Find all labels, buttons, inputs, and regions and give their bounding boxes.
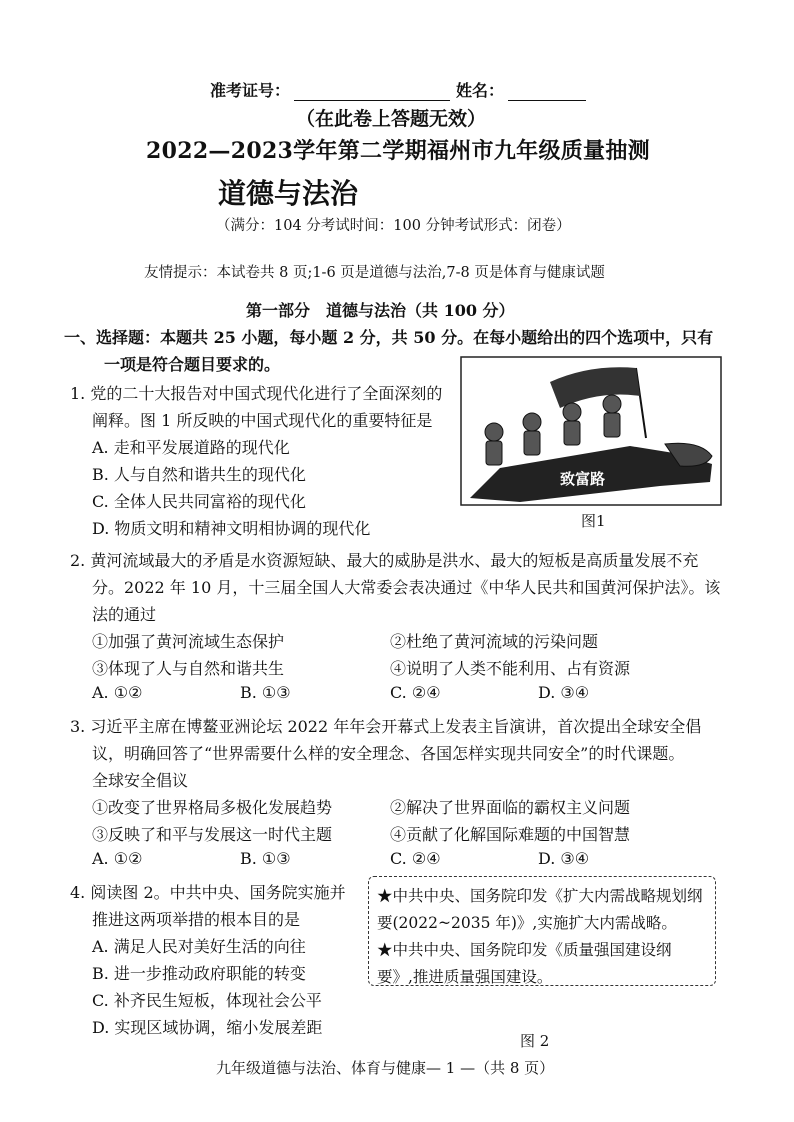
- q3-option-c[interactable]: C. ②④: [390, 849, 441, 868]
- figure-2-label: 图 2: [520, 1032, 550, 1050]
- figure-1-banner-text: 致富路: [560, 470, 606, 488]
- q3-statement-4: ④贡献了化解国际难题的中国智慧: [390, 825, 631, 844]
- q3-statement-3: ③反映了和平与发展这一时代主题: [92, 825, 333, 844]
- section-instruction-line1: 一、选择题：本题共 25 小题，每小题 2 分，共 50 分。在每小题给出的四个选项中，只有: [64, 328, 714, 347]
- q3-stem-line2: 议，明确回答了“世界需要什么样的安全理念、各国怎样实现共同安全”的时代课题。: [92, 744, 685, 763]
- q3-stem-line3: 全球安全倡议: [92, 771, 189, 790]
- figure-2-item-1: ★中共中央、国务院印发《扩大内需战略规划纲要(2022~2035 年)》,实施扩大内需战略。: [377, 887, 703, 932]
- candidate-header: [210, 78, 586, 101]
- q2-option-d[interactable]: D. ③④: [538, 683, 590, 702]
- q2-stem-line2: 分。2022 年 10 月，十三届全国人大常委会表决通过《中华人民共和国黄河保护法》。该: [92, 578, 721, 597]
- exam-title: 2022—2023学年第二学期福州市九年级质量抽测: [146, 138, 650, 164]
- page-footer: 九年级道德与法治、体育与健康— 1 —（共 8 页）: [216, 1059, 555, 1077]
- q4-option-d[interactable]: D. 实现区域协调，缩小发展差距: [92, 1018, 323, 1037]
- q2-statement-3: ③体现了人与自然和谐共生: [92, 659, 285, 678]
- q4-option-a[interactable]: A. 满足人民对美好生活的向往: [92, 937, 306, 956]
- exam-id-label: 准考证号：: [210, 81, 291, 100]
- q1-option-b[interactable]: B. 人与自然和谐共生的现代化: [92, 465, 306, 484]
- q2-option-c[interactable]: C. ②④: [390, 683, 441, 702]
- q2-stem-line1: 2. 黄河流域最大的矛盾是水资源短缺、最大的威胁是洪水、最大的短板是高质量发展不充: [70, 551, 699, 570]
- q3-statement-1: ①改变了世界格局多极化发展趋势: [92, 798, 333, 817]
- figure-1-label: 图1: [581, 512, 606, 530]
- q2-option-a[interactable]: A. ①②: [92, 683, 143, 702]
- q3-option-b[interactable]: B. ①③: [240, 849, 291, 868]
- q3-option-d[interactable]: D. ③④: [538, 849, 590, 868]
- q1-stem-line2: 阐释。图 1 所反映的中国式现代化的重要特征是: [92, 411, 433, 430]
- q1-option-c[interactable]: C. 全体人民共同富裕的现代化: [92, 492, 306, 511]
- figure-2-item-2: ★中共中央、国务院印发《质量强国建设纲要》,推进质量强国建设。: [377, 941, 672, 986]
- q4-stem-line1: 4. 阅读图 2。中共中央、国务院实施并: [70, 883, 346, 902]
- figure-1-cartoon: [460, 356, 722, 506]
- exam-meta: （满分：104 分考试时间：100 分钟考试形式：闭卷）: [216, 218, 571, 234]
- exam-id-blank[interactable]: [294, 84, 450, 101]
- q1-option-d[interactable]: D. 物质文明和精神文明相协调的现代化: [92, 519, 371, 538]
- figure-2-box: [368, 876, 716, 986]
- q4-option-c[interactable]: C. 补齐民生短板，体现社会公平: [92, 991, 322, 1010]
- invalid-answer-notice: （在此卷上答题无效）: [296, 108, 487, 130]
- part-title: 第一部分 道德与法治（共 100 分）: [246, 301, 515, 320]
- q2-statement-2: ②杜绝了黄河流域的污染问题: [390, 632, 599, 651]
- q2-stem-line3: 法的通过: [92, 605, 157, 624]
- q3-stem-line1: 3. 习近平主席在博鳌亚洲论坛 2022 年年会开幕式上发表主旨演讲，首次提出全球安全倡: [70, 717, 702, 736]
- q4-option-b[interactable]: B. 进一步推动政府职能的转变: [92, 964, 306, 983]
- q1-option-a[interactable]: A. 走和平发展道路的现代化: [92, 438, 290, 457]
- section-instruction-line2: 一项是符合题目要求的。: [104, 355, 281, 374]
- name-label: 姓名：: [456, 81, 505, 100]
- name-blank[interactable]: [508, 84, 586, 101]
- q2-statement-1: ①加强了黄河流域生态保护: [92, 632, 285, 651]
- q3-option-a[interactable]: A. ①②: [92, 849, 143, 868]
- friendly-tip: 友情提示：本试卷共 8 页;1-6 页是道德与法治,7-8 页是体育与健康试题: [144, 265, 605, 281]
- q4-stem-line2: 推进这两项举措的根本目的是: [92, 910, 301, 929]
- q1-stem-line1: 1. 党的二十大报告对中国式现代化进行了全面深刻的: [70, 384, 443, 403]
- q3-statement-2: ②解决了世界面临的霸权主义问题: [390, 798, 631, 817]
- q2-option-b[interactable]: B. ①③: [240, 683, 291, 702]
- subject-title: 道德与法治: [218, 177, 359, 210]
- q2-statement-4: ④说明了人类不能利用、占有资源: [390, 659, 631, 678]
